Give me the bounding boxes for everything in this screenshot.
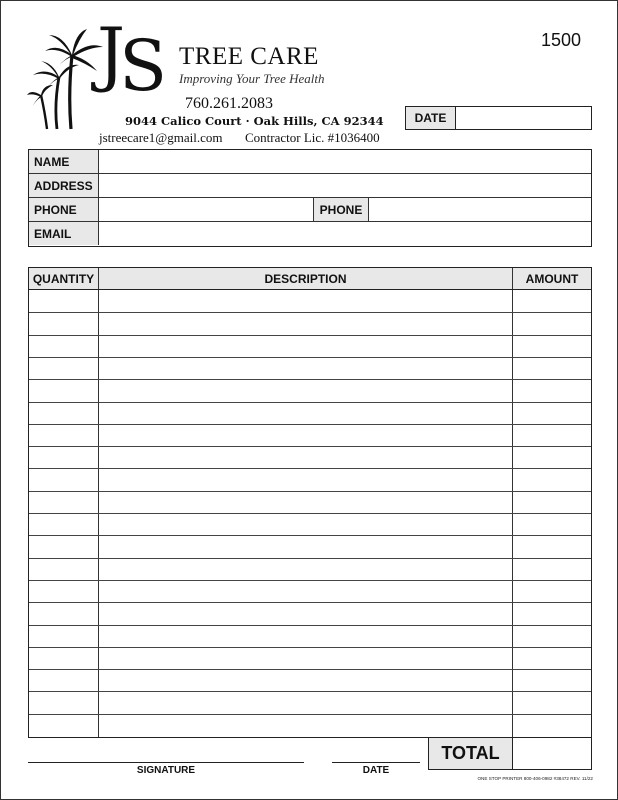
phone-label: PHONE bbox=[29, 198, 99, 221]
printer-note: ONE STOP PRINTER 800-406-0982 #38472 REV. 11/22 bbox=[477, 776, 593, 781]
line-item-row-divider bbox=[29, 491, 591, 492]
description-header: DESCRIPTION bbox=[99, 268, 513, 289]
name-input[interactable] bbox=[99, 150, 591, 173]
phone-row bbox=[29, 198, 591, 222]
line-items-table bbox=[28, 267, 592, 738]
email-input[interactable] bbox=[99, 222, 591, 245]
total-field bbox=[428, 737, 592, 770]
phone2-input[interactable] bbox=[369, 198, 591, 221]
line-item-row-divider bbox=[29, 558, 591, 559]
signature-line[interactable] bbox=[28, 762, 304, 763]
company-tagline: Improving Your Tree Health bbox=[179, 71, 325, 86]
address-label: ADDRESS bbox=[29, 174, 99, 197]
line-item-row-divider bbox=[29, 513, 591, 514]
phone2-label: PHONE bbox=[313, 198, 369, 221]
line-item-row-divider bbox=[29, 357, 591, 358]
line-item-row-divider bbox=[29, 312, 591, 313]
line-item-row-divider bbox=[29, 647, 591, 648]
date-field bbox=[405, 106, 592, 130]
line-item-row-divider bbox=[29, 402, 591, 403]
phone-input[interactable] bbox=[99, 198, 313, 221]
line-item-row-divider bbox=[29, 424, 591, 425]
contractor-license: Contractor Lic. #1036400 bbox=[245, 130, 380, 145]
line-item-row-divider bbox=[29, 379, 591, 380]
address-row bbox=[29, 174, 591, 198]
logo-letter-s: S bbox=[119, 25, 162, 107]
email-label: EMAIL bbox=[29, 222, 99, 245]
signature-date-line[interactable] bbox=[332, 762, 420, 763]
line-item-row-divider bbox=[29, 535, 591, 536]
line-item-row-divider bbox=[29, 669, 591, 670]
address-input[interactable] bbox=[99, 174, 591, 197]
name-row bbox=[29, 150, 591, 174]
line-item-row-divider bbox=[29, 602, 591, 603]
total-input[interactable] bbox=[513, 738, 591, 769]
company-name: TREE CARE bbox=[179, 43, 319, 70]
line-item-row-divider bbox=[29, 625, 591, 626]
signature-label: SIGNATURE bbox=[136, 765, 196, 776]
total-label: TOTAL bbox=[429, 738, 513, 769]
line-item-row-divider bbox=[29, 446, 591, 447]
name-label: NAME bbox=[29, 150, 99, 173]
customer-info-table bbox=[28, 149, 592, 247]
logo-monogram bbox=[97, 13, 162, 107]
line-item-row-divider bbox=[29, 580, 591, 581]
form-number: 1500 bbox=[540, 30, 581, 50]
line-item-row-divider bbox=[29, 714, 591, 715]
line-item-row-divider bbox=[29, 468, 591, 469]
date-label: DATE bbox=[406, 107, 456, 129]
palm-trees-icon bbox=[27, 25, 107, 131]
company-email: jstreecare1@gmail.com bbox=[99, 130, 223, 145]
email-row bbox=[29, 222, 591, 245]
line-item-row-divider bbox=[29, 335, 591, 336]
signature-date-label: DATE bbox=[362, 765, 390, 776]
company-phone: 760.261.2083 bbox=[185, 95, 273, 112]
amount-header: AMOUNT bbox=[525, 271, 579, 286]
line-items-header bbox=[29, 268, 591, 290]
logo-letter-j: J bbox=[97, 13, 120, 95]
quantity-header: QUANTITY bbox=[29, 268, 99, 289]
line-item-row-divider bbox=[29, 691, 591, 692]
date-input[interactable] bbox=[456, 107, 591, 129]
company-address: 9044 Calico Court · Oak Hills, CA 92344 bbox=[125, 114, 384, 128]
